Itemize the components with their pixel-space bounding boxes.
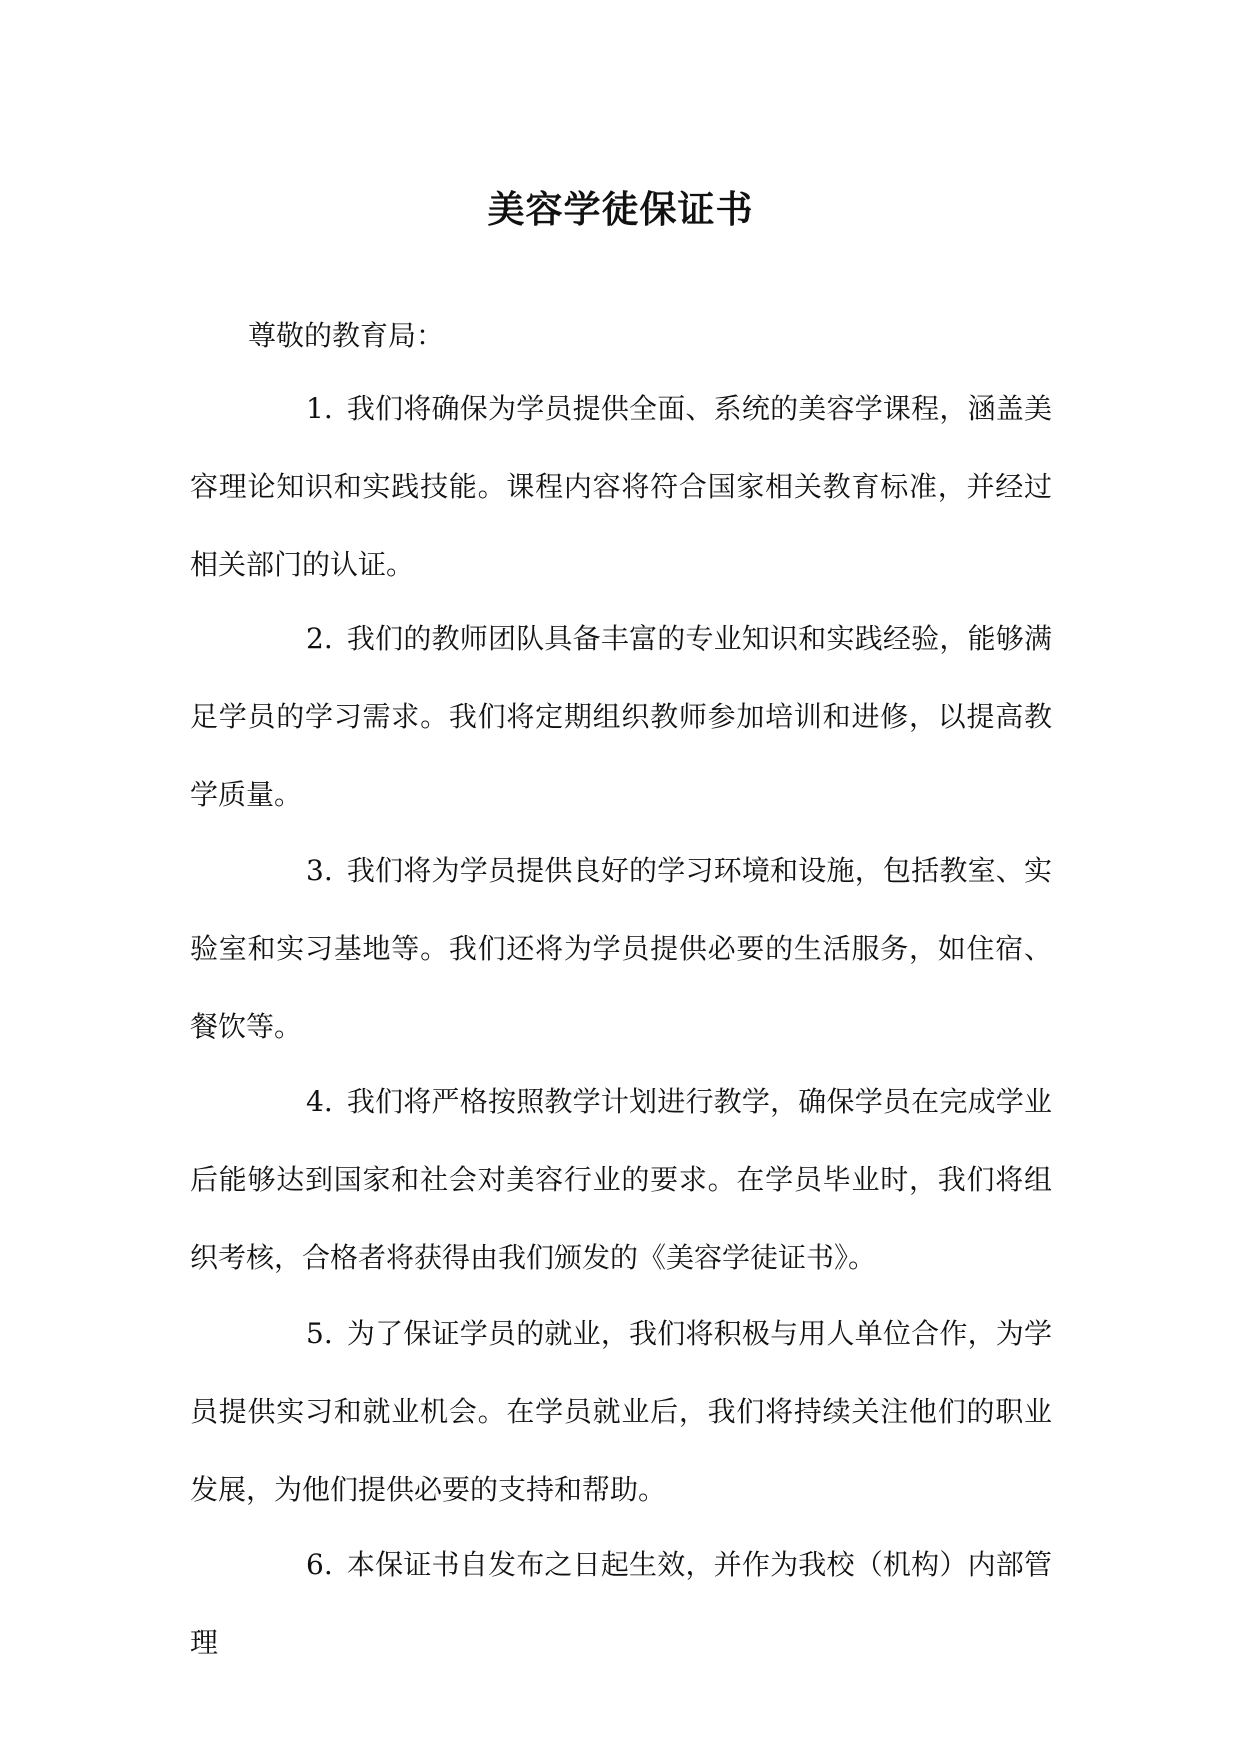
paragraph-text: 我们将确保为学员提供全面、系统的美容学课程，涵盖美容理论知识和实践技能。课程内容将符合国家相关教育标准，并经过相关部门的认证。: [190, 392, 1052, 581]
paragraph-3: [190, 832, 1052, 1066]
paragraph-4: [190, 1063, 1052, 1297]
paragraph-6: [190, 1526, 1052, 1682]
paragraph-2: [190, 600, 1052, 834]
paragraph-text: 为了保证学员的就业，我们将积极与用人单位合作，为学员提供实习和就业机会。在学员就业后，我们将持续关注他们的职业发展，为他们提供必要的支持和帮助。: [190, 1317, 1052, 1506]
paragraph-number: 2.: [306, 622, 333, 655]
paragraph-number: 3.: [306, 854, 333, 887]
document-title: 美容学徒保证书: [487, 188, 754, 231]
paragraph-number: 6.: [306, 1548, 333, 1581]
paragraph-1: [190, 370, 1052, 604]
paragraph-5: [190, 1295, 1052, 1529]
paragraph-number: 4.: [306, 1085, 333, 1118]
paragraph-text: 我们将严格按照教学计划进行教学，确保学员在完成学业后能够达到国家和社会对美容行业的要求。在学员毕业时，我们将组织考核，合格者将获得由我们颁发的《美容学徒证书》。: [190, 1085, 1052, 1274]
paragraph-text: 我们的教师团队具备丰富的专业知识和实践经验，能够满足学员的学习需求。我们将定期组织教师参加培训和进修，以提高教学质量。: [190, 622, 1052, 811]
paragraph-number: 1.: [306, 392, 333, 425]
paragraph-text: 本保证书自发布之日起生效，并作为我校（机构）内部管理: [190, 1548, 1052, 1659]
paragraph-number: 5.: [306, 1317, 333, 1350]
paragraph-text: 我们将为学员提供良好的学习环境和设施，包括教室、实验室和实习基地等。我们还将为学员提供必要的生活服务，如住宿、餐饮等。: [190, 854, 1052, 1043]
salutation: 尊敬的教育局：: [248, 319, 445, 352]
